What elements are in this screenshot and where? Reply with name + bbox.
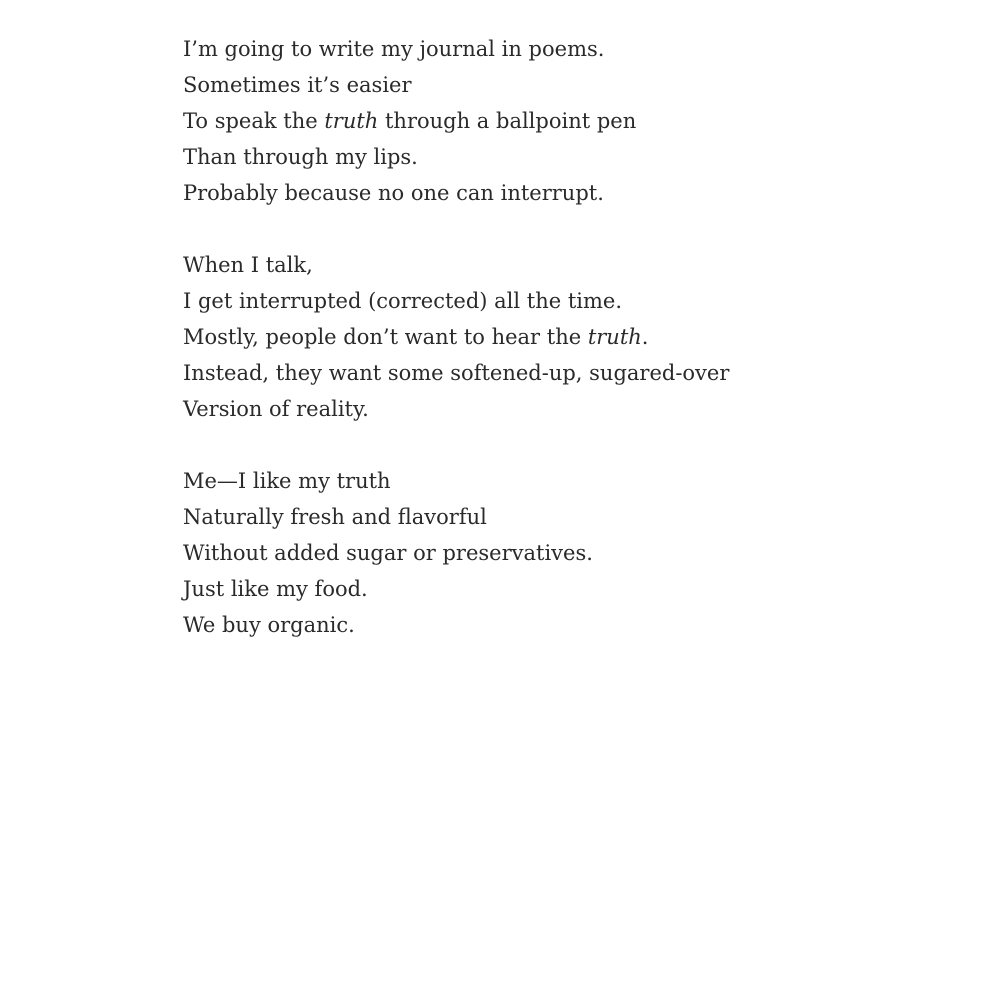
poem-line <box>183 247 943 283</box>
poem-line <box>183 319 943 355</box>
line-text: Instead, they want some softened-up, sugared-over <box>183 361 730 385</box>
italic-text: truth <box>587 325 642 349</box>
poem-text <box>183 31 943 679</box>
poem-line <box>183 31 943 67</box>
line-text: When I talk, <box>183 253 313 277</box>
line-text: . <box>641 325 649 349</box>
line-text: Without added sugar or preservatives. <box>183 541 593 565</box>
line-text: We buy organic. <box>183 613 355 637</box>
poem-line <box>183 175 943 211</box>
poem-line <box>183 103 943 139</box>
line-text: I get interrupted (corrected) all the time. <box>183 289 623 313</box>
stanza <box>183 463 943 643</box>
stanza <box>183 247 943 427</box>
line-text: Than through my lips. <box>183 145 418 169</box>
line-text: through a ballpoint pen <box>378 109 637 133</box>
poem-line <box>183 535 943 571</box>
poem-line <box>183 607 943 643</box>
line-text: Mostly, people don’t want to hear the <box>183 325 588 349</box>
poem-line <box>183 283 943 319</box>
line-text: Just like my food. <box>183 577 368 601</box>
line-text: I’m going to write my journal in poems. <box>183 37 605 61</box>
poem-line <box>183 499 943 535</box>
line-text: To speak the <box>183 109 325 133</box>
poem-line <box>183 463 943 499</box>
line-text: Naturally fresh and flavorful <box>183 505 487 529</box>
line-text: Version of reality. <box>183 397 369 421</box>
italic-text: truth <box>324 109 379 133</box>
poem-line <box>183 391 943 427</box>
stanza <box>183 31 943 211</box>
poem-line <box>183 139 943 175</box>
poem-line <box>183 571 943 607</box>
line-text: Me—I like my truth <box>183 469 391 493</box>
line-text: Sometimes it’s easier <box>183 73 412 97</box>
poem-line <box>183 355 943 391</box>
poem-line <box>183 67 943 103</box>
line-text: Probably because no one can interrupt. <box>183 181 604 205</box>
